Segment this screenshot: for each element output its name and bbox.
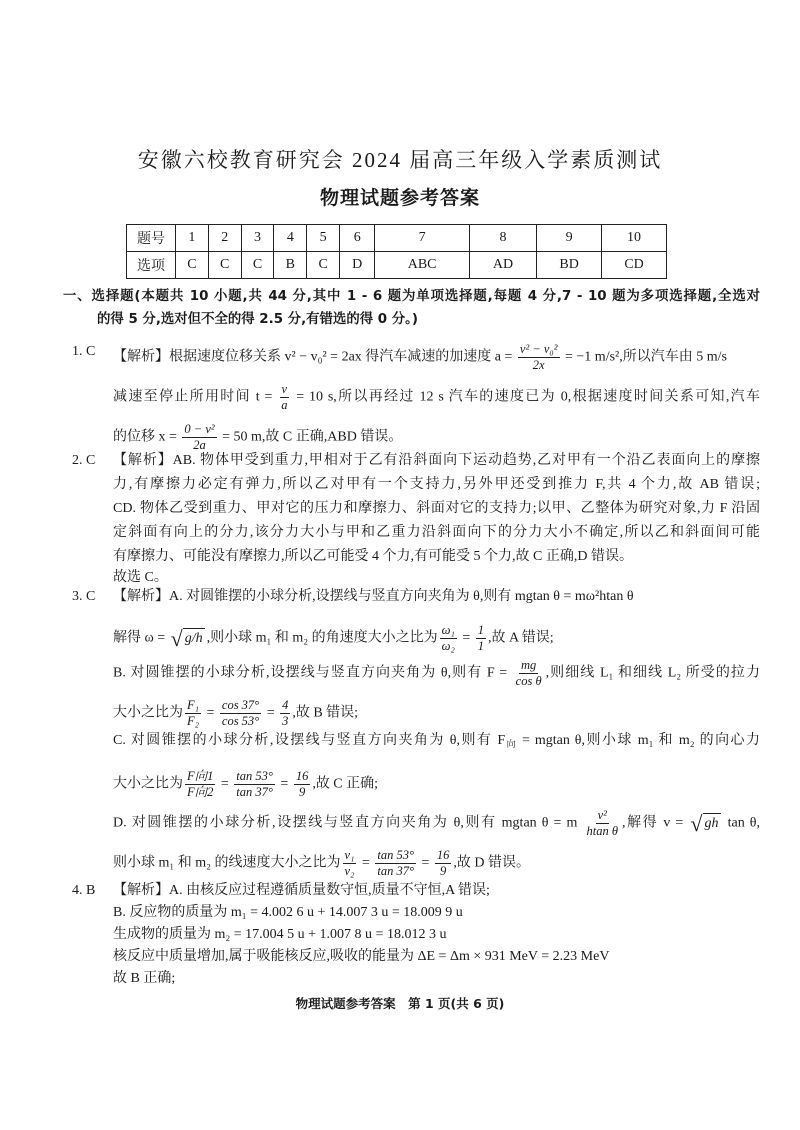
fraction-numerator: v₁ bbox=[344, 848, 355, 862]
text-segment: 大小之比为 bbox=[113, 776, 183, 792]
answer-cell: C bbox=[241, 252, 274, 279]
text-segment: = bbox=[458, 630, 474, 646]
text-segment: = 50 m,故 C 正确,ABD 错误。 bbox=[218, 429, 403, 445]
solution-line bbox=[113, 698, 358, 729]
solution-line bbox=[113, 499, 760, 519]
solution-line bbox=[113, 903, 463, 923]
text-segment: 【解析】AB. 物体甲受到重力,甲相对于乙有沿斜面向下运动趋势,乙对甲有一个沿乙表面向上的摩擦 bbox=[113, 453, 760, 468]
answer-cell: D bbox=[340, 252, 375, 279]
text-segment: 力,有摩擦力必定有弹力,所以乙对甲有一个支持力,另外甲还受到推力 F,共 4 个力,故 AB 错误; bbox=[113, 477, 760, 492]
solution-line bbox=[113, 422, 402, 453]
answer-cell: B bbox=[274, 252, 307, 279]
fraction-denominator: 2a bbox=[193, 438, 206, 452]
row-header-number: 题号 bbox=[127, 225, 176, 252]
fraction-denominator: 3 bbox=[282, 714, 289, 728]
text-segment: ,故 A 错误; bbox=[487, 630, 554, 646]
fraction-denominator: ω₂ bbox=[441, 639, 455, 653]
solution-line bbox=[113, 382, 760, 413]
text-segment: = mgtan θ,则小球 m₁ 和 m₂ 的向心力 bbox=[517, 733, 760, 748]
row-header-answer: 选项 bbox=[127, 252, 176, 279]
fraction-numerator: 0 − v² bbox=[184, 422, 215, 436]
text-segment: 故 B 正确; bbox=[113, 971, 176, 986]
question-number-cell: 4 bbox=[274, 225, 307, 252]
fraction-denominator: F₂ bbox=[187, 714, 199, 728]
answer-table-number-row bbox=[127, 225, 667, 252]
fraction-denominator: 2x bbox=[532, 358, 545, 372]
fraction-numerator: mg bbox=[521, 658, 537, 672]
text-segment: ,则小球 m₁ 和 m₂ 的角速度大小之比为 bbox=[206, 630, 438, 646]
fraction bbox=[585, 808, 621, 839]
fraction-numerator: ω₁ bbox=[441, 623, 455, 637]
text-segment: ,故 B 错误; bbox=[292, 705, 359, 721]
fraction bbox=[185, 698, 201, 729]
solution-line bbox=[113, 658, 760, 689]
question-answer-label: 4. B bbox=[72, 883, 96, 898]
text-segment: 生成物的质量为 m₂ = 17.004 5 u + 1.007 8 u = 18.012 3 u bbox=[113, 927, 447, 942]
fraction-numerator: cos 37° bbox=[221, 698, 260, 712]
solution-line bbox=[113, 451, 760, 471]
question-number-cell: 6 bbox=[340, 225, 375, 252]
text-segment: tan θ, bbox=[722, 815, 760, 831]
text-segment: 核反应中质量增加,属于吸能核反应,吸收的能量为 ΔE = Δm × 931 MeV = 2.23 MeV bbox=[113, 949, 610, 964]
text-segment: 则小球 m₁ 和 m₂ 的线速度大小之比为 bbox=[113, 855, 341, 871]
solution-line bbox=[113, 808, 760, 839]
solution-line bbox=[113, 568, 168, 588]
text-segment: = −1 m/s²,所以汽车由 5 m/s bbox=[561, 349, 727, 365]
text-segment: ,解得 v = bbox=[622, 815, 689, 831]
text-segment: 定斜面有向上的分力,该分力大小与甲和乙重力沿斜面向下的分力大小不确定,所以乙和斜面间可能 bbox=[113, 525, 760, 540]
text-segment: ,故 C 正确; bbox=[312, 776, 379, 792]
text-segment: ,则细线 L₁ 和细线 L₂ 所受的拉力 bbox=[545, 665, 760, 681]
fraction bbox=[280, 698, 290, 729]
fraction-denominator: a bbox=[281, 398, 288, 412]
answer-cell: C bbox=[307, 252, 340, 279]
solution-line bbox=[113, 547, 633, 567]
fraction-denominator: cos 53° bbox=[221, 714, 260, 728]
question-number-cell: 9 bbox=[537, 225, 602, 252]
question-number-cell: 1 bbox=[176, 225, 209, 252]
solution-line bbox=[113, 848, 530, 879]
text-segment: C. 对圆锥摆的小球分析,设摆线与竖直方向夹角为 θ,则有 F bbox=[113, 733, 506, 748]
text-segment: = bbox=[217, 776, 233, 792]
text-segment: ,故 D 错误。 bbox=[453, 855, 530, 871]
fraction bbox=[234, 769, 275, 800]
fraction-numerator: F向1 bbox=[187, 769, 214, 783]
text-segment: 【解析】A. 对圆锥摆的小球分析,设摆线与竖直方向夹角为 θ,则有 mgtan θ = mω²htan θ bbox=[113, 589, 634, 604]
question-number-cell: 10 bbox=[602, 225, 667, 252]
fraction-denominator: tan 37° bbox=[236, 785, 273, 799]
text-segment: 有摩擦力、可能没有摩擦力,所以乙可能受 4 个力,有可能受 5 个力,故 C 正确,D 错误。 bbox=[113, 549, 633, 564]
fraction-numerator: v² − v₀² bbox=[519, 342, 558, 356]
text-segment: 【解析】A. 由核反应过程遵循质量数守恒,质量不守恒,A 错误; bbox=[113, 883, 490, 898]
fraction bbox=[476, 623, 486, 654]
document-title: 安徽六校教育研究会 2024 届高三年级入学素质测试 bbox=[137, 148, 663, 172]
answer-table bbox=[126, 224, 667, 279]
fraction-denominator: cos θ bbox=[515, 674, 542, 688]
question-number-cell: 3 bbox=[241, 225, 274, 252]
text-segment: 大小之比为 bbox=[113, 705, 183, 721]
fraction-numerator: 16 bbox=[295, 769, 309, 783]
text-segment: = 10 s,所以再经过 12 s 汽车的速度已为 0,根据速度时间关系可知,汽车 bbox=[291, 389, 760, 405]
fraction bbox=[518, 342, 560, 373]
subscript: 向 bbox=[505, 739, 518, 749]
text-segment: B. 反应物的质量为 m₁ = 4.002 6 u + 14.007 3 u = 18.009 9 u bbox=[113, 905, 463, 920]
solution-line bbox=[113, 947, 609, 967]
answer-cell: AD bbox=[469, 252, 536, 279]
fraction bbox=[294, 769, 311, 800]
solution-line bbox=[113, 881, 490, 901]
text-segment: B. 对圆锥摆的小球分析,设摆线与竖直方向夹角为 θ,则有 F = bbox=[113, 665, 512, 681]
answer-cell: C bbox=[176, 252, 209, 279]
text-segment: 故选 C。 bbox=[113, 570, 168, 585]
solution-line bbox=[113, 342, 727, 373]
square-root bbox=[170, 625, 205, 651]
fraction bbox=[375, 848, 416, 879]
fraction-numerator: 4 bbox=[282, 698, 289, 712]
fraction bbox=[220, 698, 261, 729]
solution-line bbox=[113, 731, 760, 754]
question-number-cell: 8 bbox=[469, 225, 536, 252]
fraction bbox=[435, 848, 452, 879]
question-answer-label: 1. C bbox=[72, 344, 96, 359]
fraction-denominator: tan 37° bbox=[377, 864, 414, 878]
radicand: g/h bbox=[183, 628, 205, 649]
square-root bbox=[690, 810, 720, 836]
fraction-numerator: v² bbox=[597, 808, 607, 822]
solution-line bbox=[113, 475, 760, 495]
fraction-denominator: F向2 bbox=[187, 785, 214, 799]
document-subtitle: 物理试题参考答案 bbox=[319, 187, 480, 209]
fraction-denominator: 9 bbox=[298, 785, 306, 799]
text-segment: = bbox=[263, 705, 279, 721]
text-segment: = bbox=[417, 855, 433, 871]
question-answer-label: 3. C bbox=[72, 589, 96, 604]
radicand: gh bbox=[703, 813, 721, 834]
text-segment: CD. 物体乙受到重力、甲对它的压力和摩擦力、斜面对它的支持力;以甲、乙整体为研究对象,力 F 沿固 bbox=[113, 501, 760, 516]
fraction bbox=[514, 658, 544, 689]
answer-cell: ABC bbox=[375, 252, 470, 279]
answer-table-answer-row bbox=[127, 252, 667, 279]
fraction bbox=[343, 848, 357, 879]
fraction bbox=[182, 422, 216, 453]
fraction bbox=[440, 623, 457, 654]
section-heading-line-2: 的得 5 分,选对但不全的得 2.5 分,有错选的得 0 分。) bbox=[97, 312, 418, 327]
fraction-denominator: 1 bbox=[477, 639, 484, 653]
answer-cell: BD bbox=[537, 252, 602, 279]
solution-line bbox=[113, 523, 760, 543]
section-heading-line-1: 一、选择题(本题共 10 小题,共 44 分,其中 1 - 6 题为单项选择题,每题 4 分,7 - 10 题为多项选择题,全选对 bbox=[63, 289, 760, 304]
text-segment: 【解析】根据速度位移关系 v² − v₀² = 2ax 得汽车减速的加速度 a = bbox=[113, 349, 516, 365]
fraction-denominator: 9 bbox=[440, 864, 447, 878]
text-segment: = bbox=[276, 776, 292, 792]
text-segment: 的位移 x = bbox=[113, 429, 181, 445]
answer-cell: C bbox=[208, 252, 241, 279]
page-footer: 物理试题参考答案 第 1 页(共 6 页) bbox=[295, 996, 505, 1011]
text-segment: 减速至停止所用时间 t = bbox=[113, 389, 278, 405]
question-number-cell: 7 bbox=[375, 225, 470, 252]
fraction-denominator: v₂ bbox=[344, 864, 355, 878]
fraction-numerator: 1 bbox=[477, 623, 484, 637]
solution-line bbox=[113, 623, 554, 654]
fraction-numerator: v bbox=[281, 382, 288, 396]
fraction-denominator: htan θ bbox=[586, 824, 618, 838]
question-number-cell: 2 bbox=[208, 225, 241, 252]
text-segment: 解得 ω = bbox=[113, 630, 169, 646]
text-segment: D. 对圆锥摆的小球分析,设摆线与竖直方向夹角为 θ,则有 mgtan θ = m bbox=[113, 815, 583, 831]
radical-sign-icon: √ bbox=[170, 625, 183, 651]
question-answer-label: 2. C bbox=[72, 453, 96, 468]
radical-sign-icon: √ bbox=[690, 810, 703, 836]
solution-line bbox=[113, 769, 378, 800]
answer-cell: CD bbox=[602, 252, 667, 279]
fraction-numerator: F₁ bbox=[187, 698, 199, 712]
fraction bbox=[185, 769, 215, 800]
text-segment: = bbox=[202, 705, 218, 721]
fraction-numerator: tan 53° bbox=[236, 769, 273, 783]
solution-line bbox=[113, 969, 175, 989]
text-segment: = bbox=[358, 855, 374, 871]
fraction-numerator: 16 bbox=[436, 848, 450, 862]
fraction bbox=[279, 382, 289, 413]
fraction-numerator: tan 53° bbox=[377, 848, 414, 862]
solution-line bbox=[113, 925, 446, 945]
question-number-cell: 5 bbox=[307, 225, 340, 252]
solution-line bbox=[113, 587, 634, 607]
